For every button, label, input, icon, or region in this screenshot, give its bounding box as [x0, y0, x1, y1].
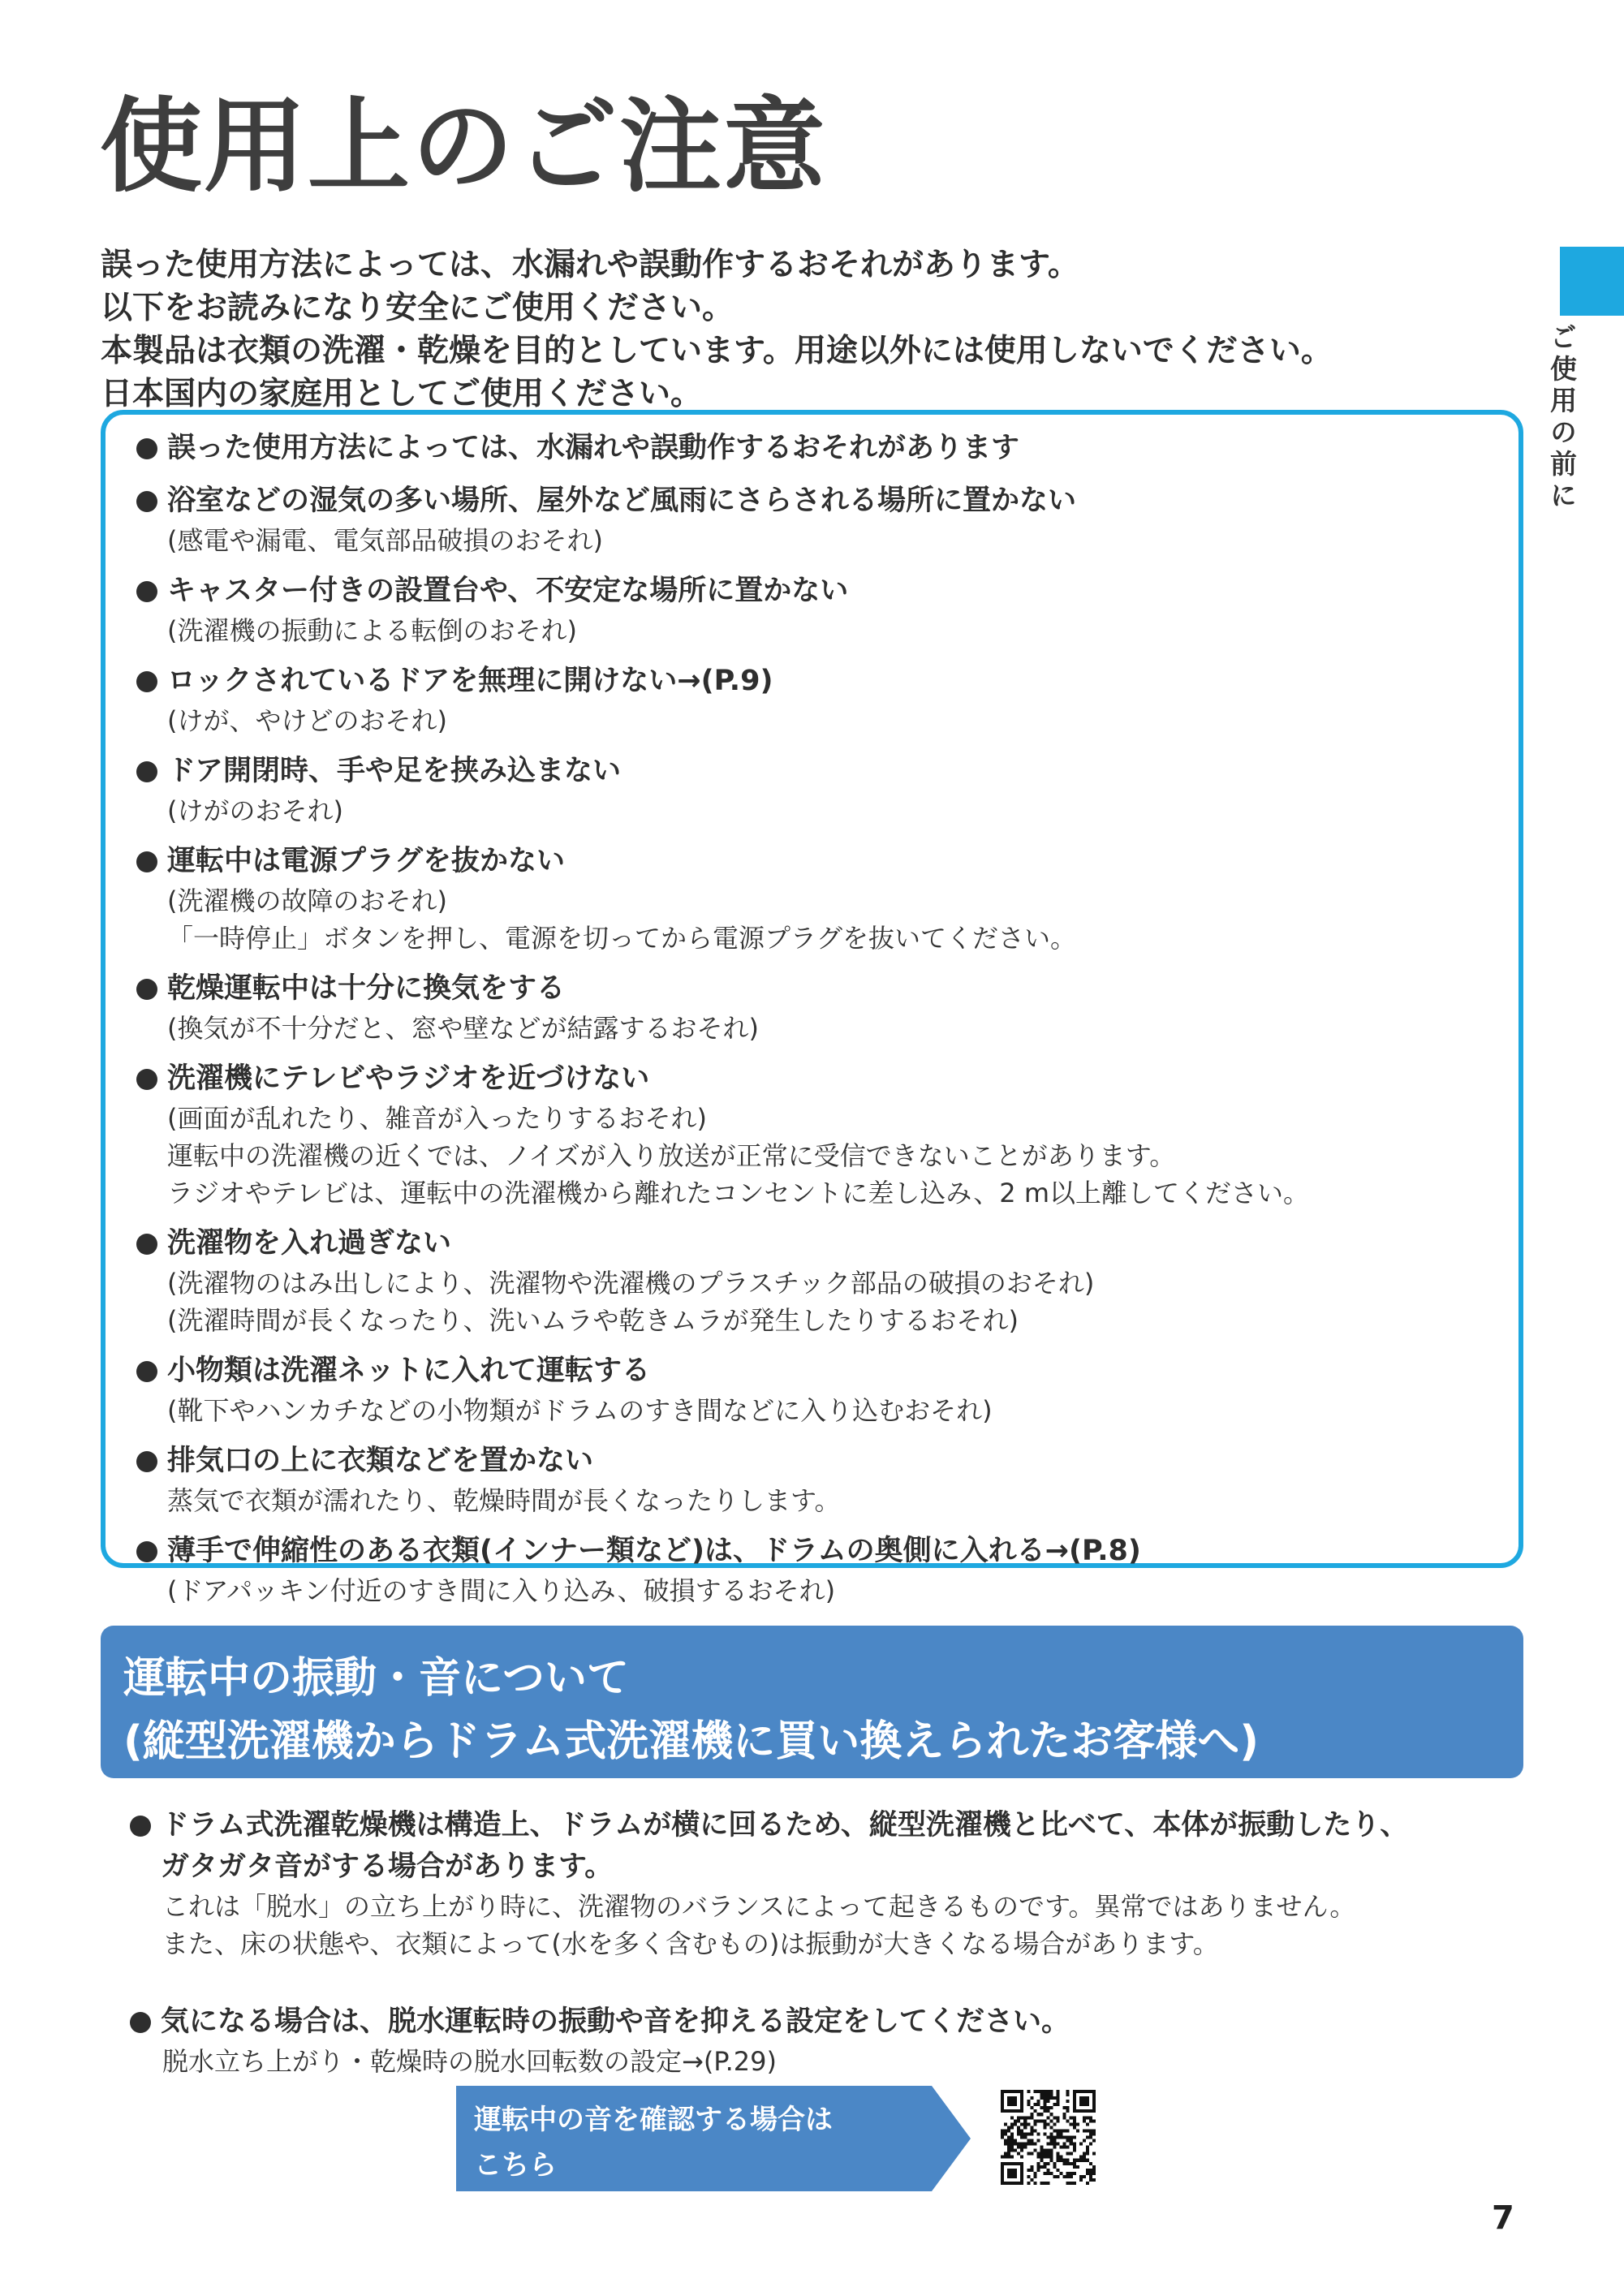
caution-detail: (換気が不十分だと、窓や壁などが結露するおそれ)	[167, 1013, 759, 1044]
caution-detail: (けが、やけどのおそれ)	[167, 705, 447, 736]
caution-list	[136, 428, 1508, 1621]
caution-item	[136, 480, 1508, 559]
caution-heading	[136, 428, 1508, 469]
intro-text	[101, 243, 1333, 416]
qr-code-icon[interactable]	[1001, 2090, 1096, 2185]
caution-item	[136, 661, 1508, 739]
intro-line: 誤った使用方法によっては、水漏れや誤動作するおそれがあります。	[101, 247, 1079, 283]
vibration-section-banner	[101, 1626, 1523, 1778]
page-number: 7	[1492, 2199, 1514, 2237]
vibration-note-detail: また、床の状態や、衣類によって(水を多く含むもの)は振動が大きくなる場合があります。	[162, 1928, 1219, 1959]
banner-subtitle: (縦型洗濯機からドラム式洗濯機に買い換えられたお客様へ)	[123, 1717, 1260, 1766]
caution-heading	[136, 661, 1508, 702]
bullet-icon	[136, 1361, 157, 1382]
caution-item	[136, 751, 1508, 829]
banner-title: 運転中の振動・音について	[123, 1654, 629, 1703]
caution-heading-text: ドア開閉時、手や足を挟み込まない	[167, 755, 621, 787]
bullet-icon	[136, 1069, 157, 1090]
sound-check-link-button[interactable]	[456, 2086, 971, 2191]
caution-heading-text: 排気口の上に衣類などを置かない	[167, 1445, 594, 1477]
bullet-icon	[136, 581, 157, 602]
bullet-icon	[136, 1541, 157, 1562]
caution-item	[136, 841, 1508, 957]
caution-heading-text: 薄手で伸縮性のある衣類(インナー類など)は、ドラムの奥側に入れる→(P.8)	[167, 1535, 1141, 1567]
caution-detail: 「一時停止」ボタンを押し、電源を切ってから電源プラグを抜いてください。	[167, 923, 1077, 954]
caution-detail: (靴下やハンカチなどの小物類がドラムのすき間などに入り込むおそれ)	[167, 1395, 993, 1426]
intro-line: 本製品は衣類の洗濯・乾燥を目的としています。用途以外には使用しないでください。	[101, 333, 1333, 369]
bullet-icon	[136, 438, 157, 459]
section-tab-marker	[1560, 247, 1624, 316]
caution-heading-text: 小物類は洗濯ネットに入れて運転する	[167, 1355, 651, 1387]
section-side-label: ご使用の前に	[1546, 323, 1578, 513]
caution-heading-text: 洗濯物を入れ過ぎない	[167, 1227, 452, 1260]
caution-detail: (洗濯物のはみ出しにより、洗濯物や洗濯機のプラスチック部品の破損のおそれ)	[167, 1268, 1095, 1299]
caution-heading	[136, 968, 1508, 1010]
vibration-notes	[130, 1805, 1510, 2080]
bullet-icon	[136, 671, 157, 692]
vibration-note-head-cont: ガタガタ音がする場合があります。	[161, 1850, 614, 1883]
intro-line: 以下をお読みになり安全にご使用ください。	[101, 290, 734, 326]
intro-line: 日本国内の家庭用としてご使用ください。	[101, 376, 703, 412]
caution-heading	[136, 1441, 1508, 1482]
bullet-icon	[136, 979, 157, 1000]
caution-item	[136, 571, 1508, 649]
caution-heading-text: ロックされているドアを無理に開けない→(P.9)	[167, 665, 773, 697]
bullet-icon	[136, 851, 157, 872]
caution-item	[136, 1441, 1508, 1519]
vibration-setting-head	[130, 2001, 1510, 2043]
caution-detail: (洗濯時間が長くなったり、洗いムラや乾きムラが発生したりするおそれ)	[167, 1305, 1019, 1336]
cta-label	[474, 2097, 833, 2188]
caution-item	[136, 1531, 1508, 1609]
caution-detail: (けがのおそれ)	[167, 795, 343, 826]
vibration-setting-text: 気になる場合は、脱水運転時の振動や音を抑える設定をしてください。	[161, 2005, 1070, 2038]
bullet-icon	[136, 491, 157, 512]
caution-heading-text: 浴室などの湿気の多い場所、屋外など風雨にさらされる場所に置かない	[167, 485, 1077, 517]
caution-heading	[136, 1350, 1508, 1392]
bullet-icon	[136, 1451, 157, 1472]
cta-line: こちら	[474, 2149, 557, 2182]
vibration-note-detail: これは「脱水」の立ち上がり時に、洗濯物のバランスによって起きるものです。異常ではありません。	[162, 1891, 1356, 1922]
caution-heading-text: キャスター付きの設置台や、不安定な場所に置かない	[167, 575, 849, 607]
caution-heading-text: 乾燥運転中は十分に換気をする	[167, 972, 566, 1005]
bullet-icon	[136, 761, 157, 782]
caution-heading-text: 洗濯機にテレビやラジオを近づけない	[167, 1062, 650, 1095]
caution-box	[101, 410, 1523, 1606]
caution-detail: 蒸気で衣類が濡れたり、乾燥時間が長くなったりします。	[167, 1485, 841, 1516]
vibration-setting-link: 脱水立ち上がり・乾燥時の脱水回転数の設定→(P.29)	[162, 2046, 777, 2077]
vibration-note-text: ドラム式洗濯乾燥機は構造上、ドラムが横に回るため、縦型洗濯機と比べて、本体が振動したり、	[161, 1809, 1409, 1842]
page-title: 使用上のご注意	[100, 87, 827, 206]
caution-detail: (ドアパッキン付近のすき間に入り込み、破損するおそれ)	[167, 1575, 836, 1606]
caution-item	[136, 1058, 1508, 1212]
caution-detail: (洗濯機の振動による転倒のおそれ)	[167, 615, 577, 646]
caution-heading	[136, 751, 1508, 792]
caution-heading	[136, 841, 1508, 882]
caution-item	[136, 968, 1508, 1047]
caution-item	[136, 1223, 1508, 1339]
vibration-note-head	[130, 1805, 1510, 1846]
bullet-icon	[130, 1816, 151, 1837]
bullet-icon	[130, 2012, 151, 2033]
caution-heading	[136, 480, 1508, 522]
caution-detail: (画面が乱れたり、雑音が入ったりするおそれ)	[167, 1103, 707, 1134]
caution-item	[136, 1350, 1508, 1429]
caution-detail: ラジオやテレビは、運転中の洗濯機から離れたコンセントに差し込み、2 m以上離してください。	[167, 1178, 1309, 1208]
caution-heading	[136, 1058, 1508, 1100]
caution-heading-text: 運転中は電源プラグを抜かない	[167, 845, 566, 877]
bullet-icon	[136, 1234, 157, 1255]
caution-detail: 運転中の洗濯機の近くでは、ノイズが入り放送が正常に受信できないことがあります。	[167, 1140, 1176, 1171]
caution-detail: (洗濯機の故障のおそれ)	[167, 885, 447, 916]
caution-heading	[136, 1531, 1508, 1572]
cta-line: 運転中の音を確認する場合は	[474, 2104, 833, 2136]
caution-item	[136, 428, 1508, 469]
caution-heading	[136, 1223, 1508, 1264]
caution-heading	[136, 571, 1508, 612]
caution-detail: (感電や漏電、電気部品破損のおそれ)	[167, 525, 603, 556]
caution-heading-text: 誤った使用方法によっては、水漏れや誤動作するおそれがあります	[167, 432, 1020, 464]
